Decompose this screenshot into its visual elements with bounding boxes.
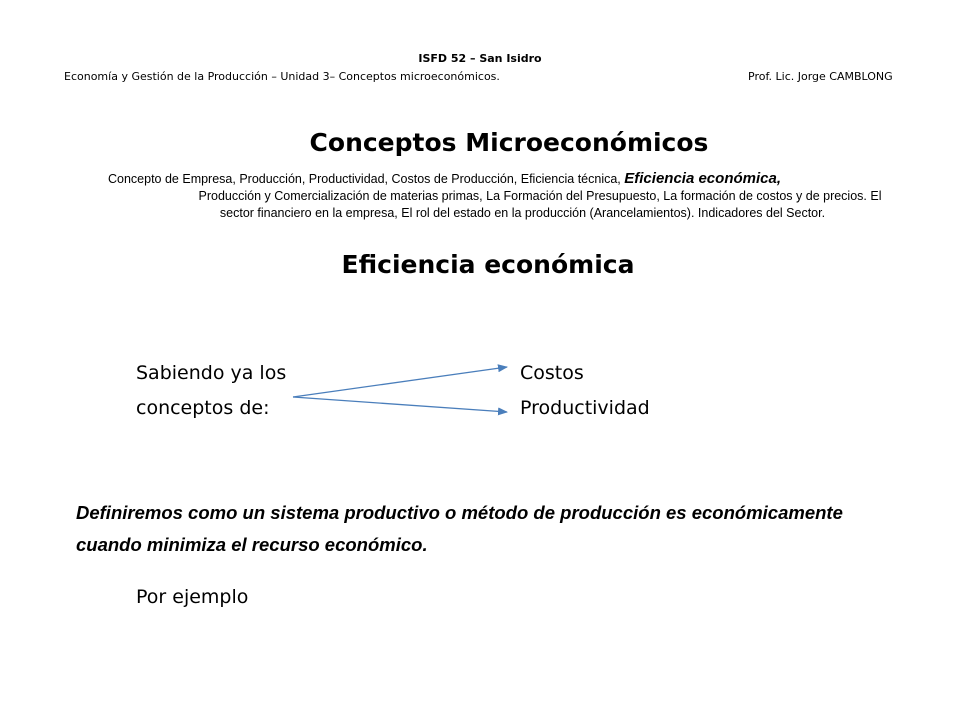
diagram-left-line-1: Sabiendo ya los [136, 362, 287, 384]
topics-highlight: Eficiencia económica, [624, 170, 781, 187]
topics-line-2: Producción y Comercialización de materias primas, La Formación del Presupuesto, La formación de costos y de precios. El [198, 189, 882, 203]
section-title: Eficiencia económica [341, 250, 635, 279]
topics-line-1-text: Concepto de Empresa, Producción, Productividad, Costos de Producción, Eficiencia técnica, [108, 172, 621, 186]
header-professor: Prof. Lic. Jorge CAMBLONG [748, 70, 893, 83]
diagram-target-costos: Costos [520, 362, 584, 384]
topics-line-3: sector financiero en la empresa, El rol del estado en la producción (Arancelamientos). Indicadores del Sector. [219, 206, 826, 220]
arrow-to-costos [293, 367, 507, 397]
diagram-target-productividad: Productividad [520, 397, 650, 419]
header-institution: ISFD 52 – San Isidro [418, 52, 542, 65]
definition-line-1: Definiremos como un sistema productivo o método de producción es económicamente [76, 502, 843, 523]
header-course: Economía y Gestión de la Producción – Unidad 3– Conceptos microeconómicos. [64, 70, 500, 83]
arrow-to-productividad [293, 397, 507, 412]
example-text: Por ejemplo [136, 586, 249, 608]
page-title: Conceptos Microeconómicos [309, 128, 709, 157]
definition-text [76, 497, 843, 561]
diagram-left-line-2: conceptos de: [136, 397, 270, 419]
definition-line-2: cuando minimiza el recurso económico. [76, 534, 428, 555]
